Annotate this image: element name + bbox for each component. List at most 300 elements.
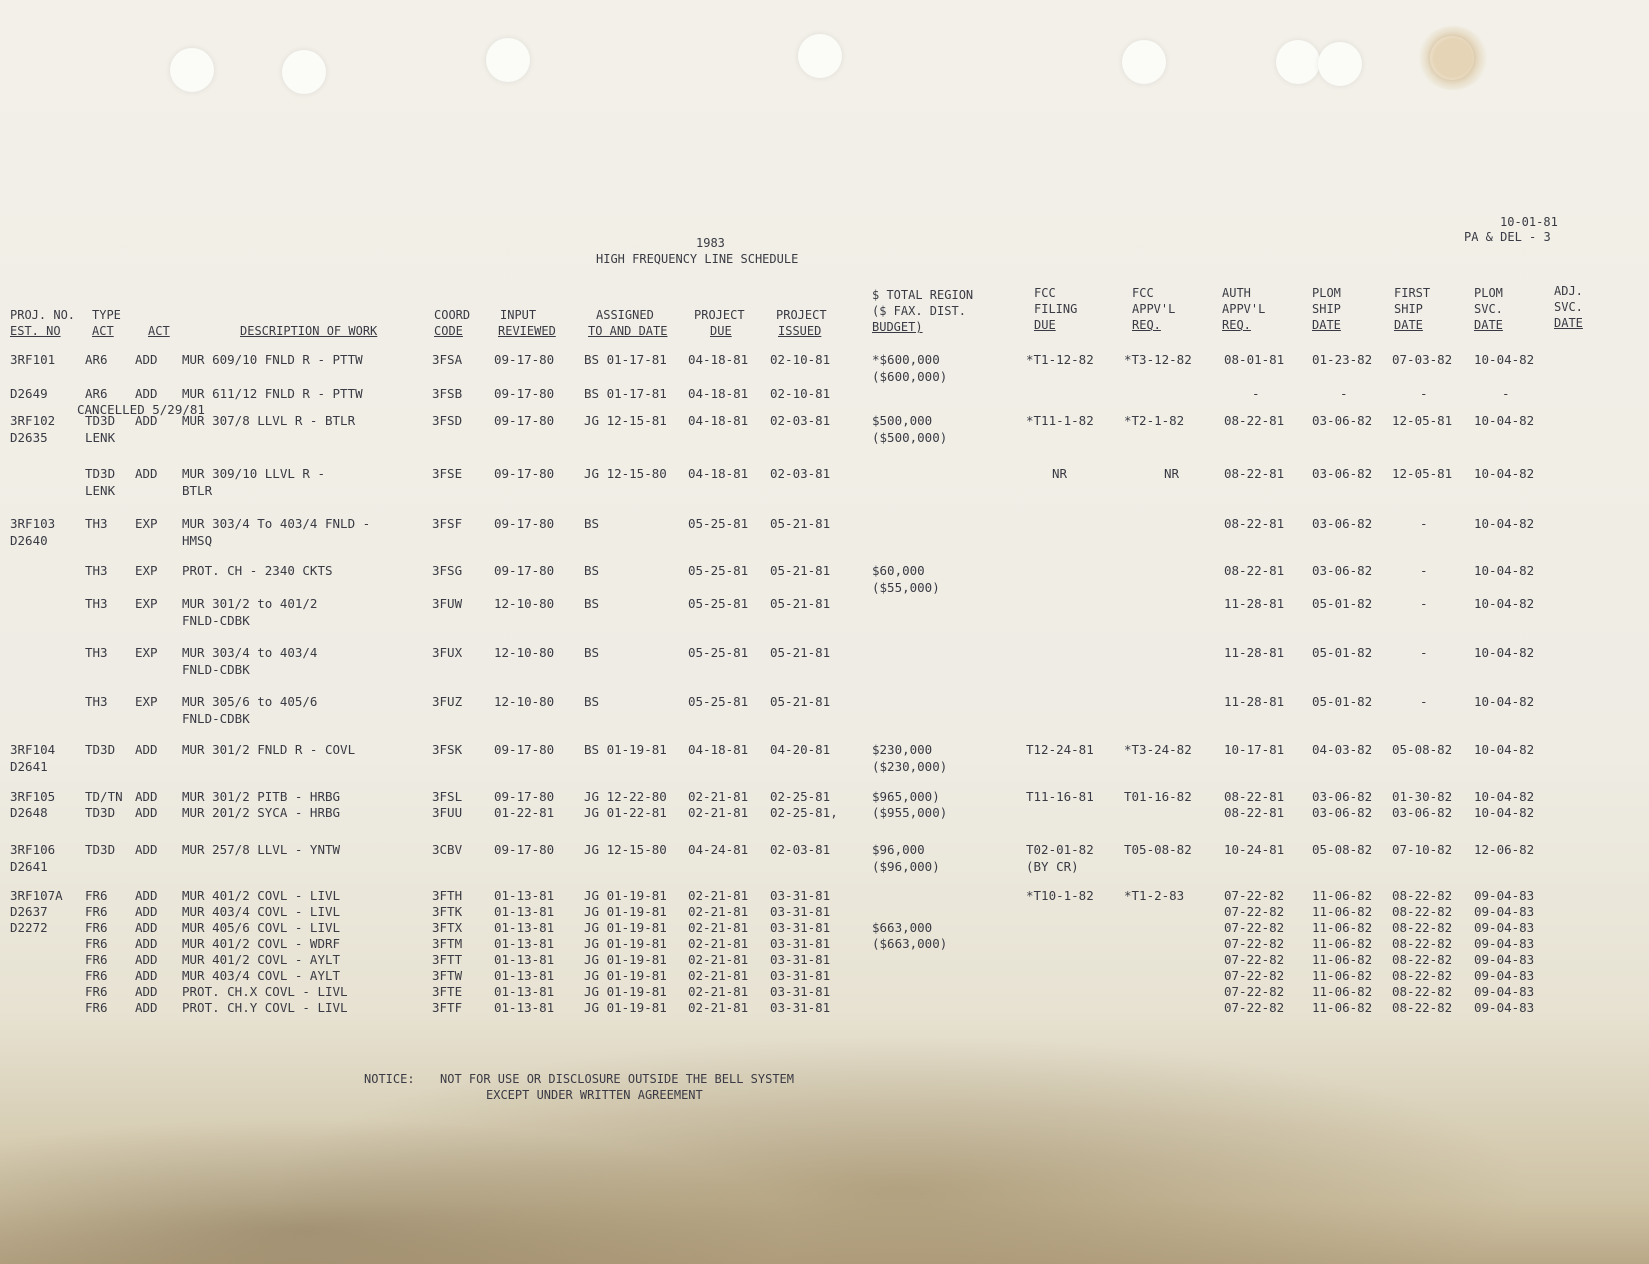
cell-proj: 3RF104 [10,742,56,757]
cell-input: 01-22-81 [494,805,555,820]
cell-plom-ship: 03-06-82 [1312,805,1373,820]
cell-input: 09-17-80 [494,842,555,857]
cell-type: FR6 [85,888,108,903]
col-to-and-date: TO AND DATE [588,324,668,338]
cell-input: 12-10-80 [494,596,555,611]
cell-fcc-appvl: NR [1164,466,1180,481]
cell-issued: 05-21-81 [770,694,831,709]
cell-due: 02-21-81 [688,1000,749,1015]
cell-desc: MUR 401/2 COVL - WDRF [182,936,341,951]
col-budget-1: $ TOTAL REGION [872,288,974,302]
cell-desc: MUR 309/10 LLVL R - [182,466,325,481]
cell-assigned: JG 01-19-81 [584,904,667,919]
cell-type2: LENK [85,483,116,498]
cell-fcc-filing: T11-16-81 [1026,789,1094,804]
cell-coord: 3CBV [432,842,463,857]
cell-desc2: HMSQ [182,533,213,548]
cell-first-ship: 08-22-82 [1392,952,1453,967]
col-plom-ship-3: DATE [1312,318,1341,332]
cell-type: FR6 [85,936,108,951]
cell-assigned: JG 01-22-81 [584,805,667,820]
cell-plom-svc: - [1502,386,1510,401]
cell-input: 12-10-80 [494,694,555,709]
cell-assigned: JG 01-19-81 [584,952,667,967]
cell-coord: 3FSB [432,386,463,401]
cell-first-ship: 12-05-81 [1392,413,1453,428]
cell-coord: 3FSF [432,516,463,531]
cell-issued: 03-31-81 [770,968,831,983]
binder-hole [170,48,214,92]
cell-desc: MUR 303/4 to 403/4 [182,645,318,660]
cell-coord: 3FSK [432,742,463,757]
cell-coord: 3FUW [432,596,463,611]
cell-act: ADD [135,952,158,967]
cell-act: ADD [135,742,158,757]
cell-coord: 3FSG [432,563,463,578]
cell-coord: 3FTM [432,936,463,951]
col-first-ship-2: SHIP [1394,302,1423,316]
cell-input: 01-13-81 [494,920,555,935]
cell-first-ship: 12-05-81 [1392,466,1453,481]
cell-auth: 07-22-82 [1224,1000,1285,1015]
cell-plom-ship: 03-06-82 [1312,466,1373,481]
cell-assigned: JG 12-15-81 [584,413,667,428]
cell-auth: 08-01-81 [1224,352,1285,367]
binder-hole [1276,40,1320,84]
cell-assigned: BS [584,645,600,660]
cell-first-ship: 07-10-82 [1392,842,1453,857]
cell-issued: 02-10-81 [770,386,831,401]
col-plom-svc-3: DATE [1474,318,1503,332]
cell-input: 09-17-80 [494,466,555,481]
cell-fcc-filing: *T1-12-82 [1026,352,1094,367]
notice-line-2: EXCEPT UNDER WRITTEN AGREEMENT [486,1088,703,1102]
cell-plom-svc: 10-04-82 [1474,789,1535,804]
cell-plom-ship: 01-23-82 [1312,352,1373,367]
cell-input: 09-17-80 [494,413,555,428]
binder-hole [282,50,326,94]
cell-act: EXP [135,563,158,578]
col-adj-svc-2: SVC. [1554,300,1583,314]
col-budget-3: BUDGET) [872,320,923,334]
cell-input: 01-13-81 [494,968,555,983]
col-adj-svc-3: DATE [1554,316,1583,330]
cell-budget2: ($96,000) [872,859,940,874]
cell-input: 01-13-81 [494,936,555,951]
cell-plom-svc: 09-04-83 [1474,968,1535,983]
cell-due: 02-21-81 [688,904,749,919]
cell-act: ADD [135,920,158,935]
cell-auth: 07-22-82 [1224,952,1285,967]
cell-auth: 08-22-81 [1224,805,1285,820]
col-plom-svc-1: PLOM [1474,286,1503,300]
cell-first-ship: - [1420,563,1428,578]
col-auth-appvl-3: REQ. [1222,318,1251,332]
cell-first-ship: 01-30-82 [1392,789,1453,804]
cell-first-ship: 08-22-82 [1392,1000,1453,1015]
cell-fcc-appvl: *T2-1-82 [1124,413,1185,428]
cell-due: 04-18-81 [688,352,749,367]
cell-fcc-appvl: T01-16-82 [1124,789,1192,804]
cell-proj: D2637 [10,904,48,919]
cell-fcc-appvl: *T3-12-82 [1124,352,1192,367]
cell-fcc-filing: T02-01-82 [1026,842,1094,857]
cell-first-ship: 08-22-82 [1392,936,1453,951]
rust-stain [1418,26,1488,90]
cell-plom-ship: 11-06-82 [1312,952,1373,967]
cell-desc: PROT. CH - 2340 CKTS [182,563,333,578]
cell-desc: MUR 201/2 SYCA - HRBG [182,805,341,820]
cell-plom-svc: 10-04-82 [1474,516,1535,531]
cell-type: TH3 [85,694,108,709]
cell-proj: 3RF103 [10,516,56,531]
cell-desc: MUR 401/2 COVL - AYLT [182,952,341,967]
cell-due: 04-18-81 [688,386,749,401]
cell-plom-ship: 03-06-82 [1312,413,1373,428]
cell-act: ADD [135,904,158,919]
col-code: CODE [434,324,463,338]
cell-issued: 02-25-81, [770,805,838,820]
binder-hole [1318,42,1362,86]
row-note: CANCELLED 5/29/81 [77,402,205,417]
cell-type: FR6 [85,984,108,999]
cell-assigned: BS [584,694,600,709]
col-adj-svc-1: ADJ. [1554,284,1583,298]
cell-assigned: JG 12-15-80 [584,842,667,857]
cell-assigned: JG 01-19-81 [584,984,667,999]
cell-act: EXP [135,645,158,660]
cell-input: 09-17-80 [494,789,555,804]
cell-fcc-filing: *T11-1-82 [1026,413,1094,428]
cell-act: ADD [135,805,158,820]
cell-assigned: BS [584,563,600,578]
cell-first-ship: 08-22-82 [1392,984,1453,999]
col-issued: ISSUED [778,324,822,338]
cell-issued: 03-31-81 [770,952,831,967]
cell-first-ship: 08-22-82 [1392,920,1453,935]
cell-coord: 3FUZ [432,694,463,709]
cell-act: ADD [135,888,158,903]
cell-act: EXP [135,596,158,611]
cell-plom-ship: 03-06-82 [1312,516,1373,531]
col-first-ship-1: FIRST [1394,286,1431,300]
cell-desc2: FNLD-CDBK [182,662,250,677]
cell-desc: PROT. CH.Y COVL - LIVL [182,1000,348,1015]
cell-plom-ship: 11-06-82 [1312,968,1373,983]
cell-budget2: ($500,000) [872,430,948,445]
col-reviewed: REVIEWED [498,324,556,338]
cell-input: 12-10-80 [494,645,555,660]
cell-issued: 02-03-81 [770,842,831,857]
cell-plom-svc: 10-04-82 [1474,563,1535,578]
cell-coord: 3FTE [432,984,463,999]
cell-issued: 03-31-81 [770,984,831,999]
cell-issued: 05-21-81 [770,516,831,531]
cell-type: FR6 [85,952,108,967]
cell-desc: MUR 405/6 COVL - LIVL [182,920,341,935]
col-fcc-filing-3: DUE [1034,318,1056,332]
cell-due: 04-18-81 [688,413,749,428]
cell-issued: 04-20-81 [770,742,831,757]
cell-act: ADD [135,842,158,857]
cell-proj2: D2635 [10,430,48,445]
cell-plom-ship: 03-06-82 [1312,789,1373,804]
cell-plom-ship: 11-06-82 [1312,920,1373,935]
cell-input: 09-17-80 [494,352,555,367]
cell-plom-ship: 11-06-82 [1312,888,1373,903]
col-budget-2: ($ FAX. DIST. [872,304,966,318]
cell-type: TD3D [85,842,116,857]
cell-act: EXP [135,516,158,531]
cell-coord: 3FSD [432,413,463,428]
cell-fcc-filing: T12-24-81 [1026,742,1094,757]
col-auth-appvl-2: APPV'L [1222,302,1266,316]
cell-assigned: JG 12-15-80 [584,466,667,481]
cell-due: 05-25-81 [688,596,749,611]
cell-auth: 07-22-82 [1224,904,1285,919]
cell-desc: MUR 257/8 LLVL - YNTW [182,842,341,857]
cell-input: 01-13-81 [494,888,555,903]
cell-plom-svc: 09-04-83 [1474,904,1535,919]
cell-first-ship: 03-06-82 [1392,805,1453,820]
cell-proj: D2648 [10,805,48,820]
cell-coord: 3FTT [432,952,463,967]
cell-proj2: D2641 [10,859,48,874]
cell-issued: 02-10-81 [770,352,831,367]
cell-auth: 11-28-81 [1224,596,1285,611]
cell-plom-svc: 09-04-83 [1474,936,1535,951]
cell-auth: 10-17-81 [1224,742,1285,757]
cell-coord: 3FUX [432,645,463,660]
cell-coord: 3FSL [432,789,463,804]
cell-issued: 03-31-81 [770,1000,831,1015]
cell-plom-ship: 05-01-82 [1312,596,1373,611]
col-description: DESCRIPTION OF WORK [240,324,378,338]
cell-due: 02-21-81 [688,952,749,967]
cell-due: 02-21-81 [688,984,749,999]
cell-first-ship: 05-08-82 [1392,742,1453,757]
cell-input: 01-13-81 [494,1000,555,1015]
cell-coord: 3FUU [432,805,463,820]
cell-auth: 07-22-82 [1224,936,1285,951]
cell-plom-svc: 10-04-82 [1474,694,1535,709]
cell-desc: MUR 303/4 To 403/4 FNLD - [182,516,371,531]
cell-assigned: JG 01-19-81 [584,968,667,983]
cell-plom-ship: - [1340,386,1348,401]
col-fcc-appvl-1: FCC [1132,286,1154,300]
col-fcc-filing-2: FILING [1034,302,1078,316]
col-type-act: ACT [92,324,114,338]
cell-type: FR6 [85,1000,108,1015]
cell-input: 09-17-80 [494,563,555,578]
cell-first-ship: - [1420,645,1428,660]
cell-auth: 07-22-82 [1224,968,1285,983]
cell-budget2: ($230,000) [872,759,948,774]
cell-plom-ship: 11-06-82 [1312,1000,1373,1015]
cell-first-ship: 08-22-82 [1392,904,1453,919]
cell-plom-ship: 05-01-82 [1312,645,1373,660]
cell-type: FR6 [85,904,108,919]
cell-desc2: FNLD-CDBK [182,613,250,628]
binder-hole [1122,40,1166,84]
cell-desc: MUR 301/2 PITB - HRBG [182,789,341,804]
cell-proj: D2272 [10,920,48,935]
cell-assigned: BS 01-17-81 [584,352,667,367]
cell-budget: $500,000 [872,413,933,428]
cell-plom-svc: 09-04-83 [1474,920,1535,935]
cell-coord: 3FTF [432,1000,463,1015]
cell-type: TH3 [85,563,108,578]
cell-type2: LENK [85,430,116,445]
cell-desc: MUR 301/2 FNLD R - COVL [182,742,356,757]
cell-proj: D2649 [10,386,48,401]
cell-act: ADD [135,386,158,401]
col-proj-no: PROJ. NO. [10,308,76,322]
cell-desc: MUR 403/4 COVL - AYLT [182,968,341,983]
cell-budget: $230,000 [872,742,933,757]
cell-act: ADD [135,413,158,428]
cell-issued: 02-03-81 [770,466,831,481]
cell-due: 02-21-81 [688,920,749,935]
cell-plom-svc: 10-04-82 [1474,805,1535,820]
cell-assigned: JG 12-22-80 [584,789,667,804]
cell-budget: $96,000 [872,842,925,857]
cell-plom-svc: 10-04-82 [1474,413,1535,428]
cell-budget: $965,000) [872,789,940,804]
cell-due: 02-21-81 [688,936,749,951]
cell-type: AR6 [85,352,108,367]
cell-coord: 3FTK [432,904,463,919]
binder-hole [486,38,530,82]
cell-type: FR6 [85,920,108,935]
col-due: DUE [710,324,732,338]
cell-type: FR6 [85,968,108,983]
cell-type: TD/TN [85,789,123,804]
cell-assigned: BS [584,516,600,531]
cell-act: ADD [135,1000,158,1015]
header-date: 10-01-81 [1500,215,1558,229]
cell-due: 02-21-81 [688,789,749,804]
cell-issued: 05-21-81 [770,645,831,660]
cell-plom-ship: 05-01-82 [1312,694,1373,709]
cell-plom-svc: 09-04-83 [1474,888,1535,903]
cell-issued: 05-21-81 [770,596,831,611]
cell-input: 01-13-81 [494,904,555,919]
cell-budget2: ($600,000) [872,369,948,384]
cell-desc: MUR 403/4 COVL - LIVL [182,904,341,919]
cell-act: ADD [135,936,158,951]
cell-assigned: JG 01-19-81 [584,888,667,903]
col-first-ship-3: DATE [1394,318,1423,332]
cell-input: 09-17-80 [494,516,555,531]
cell-first-ship: - [1420,694,1428,709]
cell-plom-svc: 10-04-82 [1474,466,1535,481]
cell-fcc-appvl: T05-08-82 [1124,842,1192,857]
cell-budget: ($955,000) [872,805,948,820]
cell-proj: 3RF102 [10,413,56,428]
cell-due: 04-18-81 [688,466,749,481]
cell-first-ship: - [1420,516,1428,531]
cell-due: 04-18-81 [688,742,749,757]
cell-budget: ($663,000) [872,936,948,951]
col-assigned: ASSIGNED [596,308,654,322]
cell-assigned: BS 01-17-81 [584,386,667,401]
cell-first-ship: 08-22-82 [1392,888,1453,903]
cell-coord: 3FTH [432,888,463,903]
cell-auth: 10-24-81 [1224,842,1285,857]
cell-assigned: JG 01-19-81 [584,920,667,935]
binder-hole [798,34,842,78]
col-type: TYPE [92,308,121,322]
cell-fcc-appvl: *T3-24-82 [1124,742,1192,757]
cell-desc: MUR 611/12 FNLD R - PTTW [182,386,363,401]
cell-auth: 07-22-82 [1224,984,1285,999]
cell-coord: 3FTW [432,968,463,983]
col-auth-appvl-1: AUTH [1222,286,1251,300]
header-title: HIGH FREQUENCY LINE SCHEDULE [596,252,799,266]
cell-due: 05-25-81 [688,645,749,660]
cell-plom-ship: 03-06-82 [1312,563,1373,578]
cell-issued: 02-03-81 [770,413,831,428]
cell-due: 05-25-81 [688,694,749,709]
cell-plom-svc: 10-04-82 [1474,645,1535,660]
cell-issued: 03-31-81 [770,904,831,919]
cell-auth: 07-22-82 [1224,920,1285,935]
notice-label: NOTICE: [364,1072,415,1086]
cell-desc: MUR 307/8 LLVL R - BTLR [182,413,356,428]
cell-act: ADD [135,466,158,481]
cell-type: TH3 [85,516,108,531]
col-plom-ship-2: SHIP [1312,302,1341,316]
cell-coord: 3FTX [432,920,463,935]
cell-auth: 08-22-81 [1224,789,1285,804]
cell-proj: 3RF107A [10,888,63,903]
cell-budget: $60,000 [872,563,925,578]
cell-auth: 07-22-82 [1224,888,1285,903]
cell-coord: 3FSA [432,352,463,367]
cell-desc2: BTLR [182,483,213,498]
cell-assigned: BS 01-19-81 [584,742,667,757]
cell-fcc-filing: NR [1052,466,1068,481]
cell-first-ship: 07-03-82 [1392,352,1453,367]
cell-proj: 3RF101 [10,352,56,367]
col-fcc-appvl-2: APPV'L [1132,302,1176,316]
cell-type: TD3D [85,742,116,757]
cell-type: TH3 [85,645,108,660]
cell-auth: 11-28-81 [1224,645,1285,660]
cell-first-ship: 08-22-82 [1392,968,1453,983]
cell-issued: 03-31-81 [770,936,831,951]
cell-auth: 08-22-81 [1224,466,1285,481]
cell-proj: 3RF105 [10,789,56,804]
cell-act: ADD [135,789,158,804]
cell-plom-ship: 11-06-82 [1312,936,1373,951]
cell-assigned: JG 01-19-81 [584,936,667,951]
cell-input: 01-13-81 [494,984,555,999]
col-plom-ship-1: PLOM [1312,286,1341,300]
notice-line-1: NOT FOR USE OR DISCLOSURE OUTSIDE THE BELL SYSTEM [440,1072,795,1086]
cell-fcc-filing2: (BY CR) [1026,859,1079,874]
cell-first-ship: - [1420,596,1428,611]
cell-proj2: D2640 [10,533,48,548]
cell-due: 02-21-81 [688,805,749,820]
cell-first-ship: - [1420,386,1428,401]
col-act: ACT [148,324,170,338]
cell-input: 01-13-81 [494,952,555,967]
cell-issued: 05-21-81 [770,563,831,578]
col-input: INPUT [500,308,537,322]
cell-fcc-filing: *T10-1-82 [1026,888,1094,903]
